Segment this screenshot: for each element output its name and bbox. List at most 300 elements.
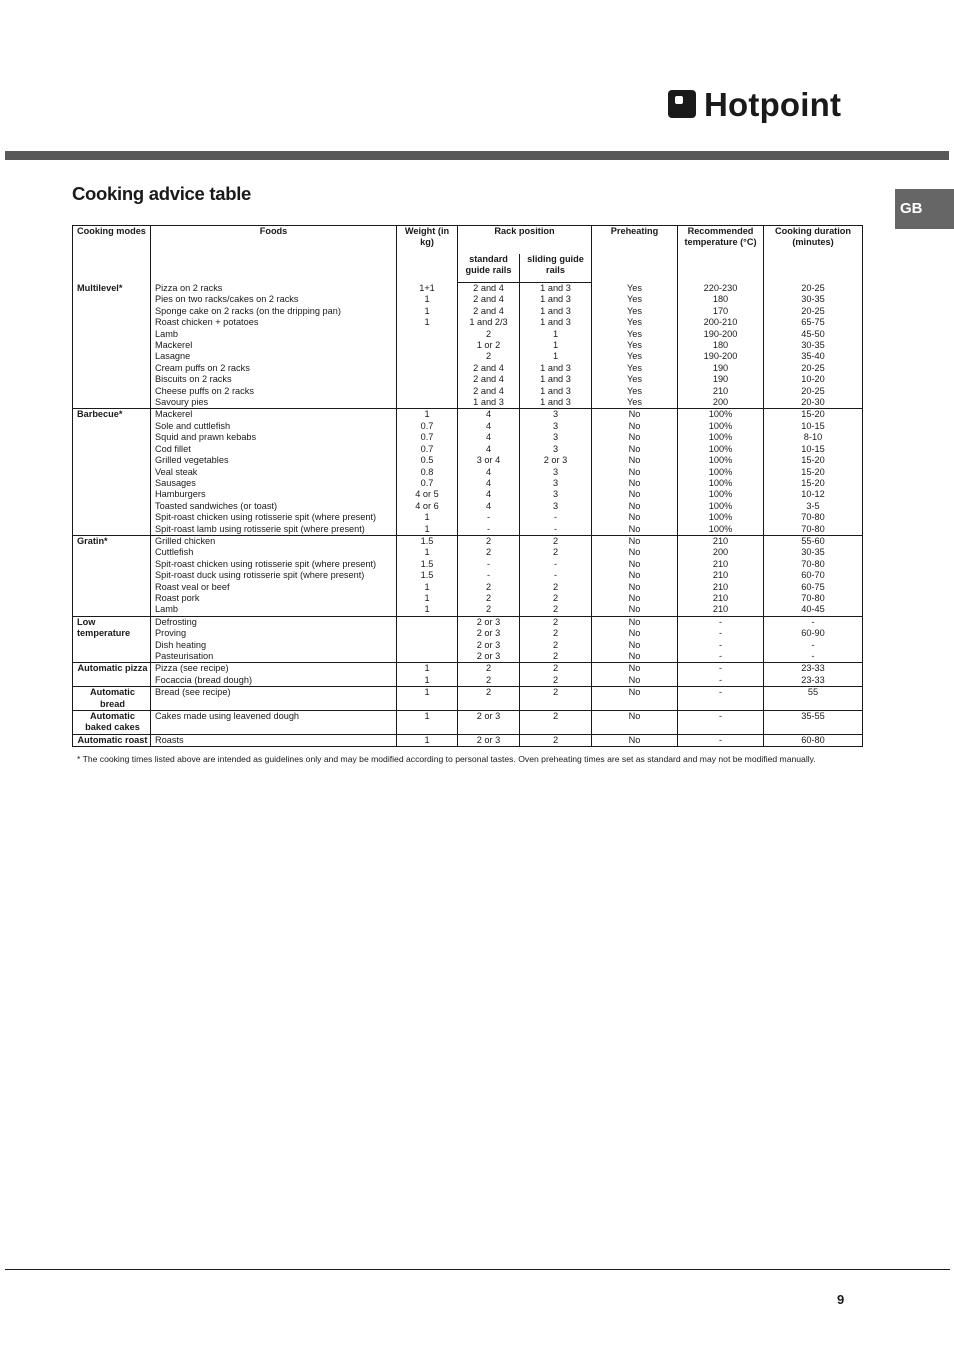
weight-cell: 1	[397, 409, 458, 421]
rack-sliding-cell: 1 and 3	[520, 294, 592, 305]
language-tab: GB	[895, 189, 954, 229]
rack-sliding-cell: 2	[520, 535, 592, 547]
rack-sliding-cell: 3	[520, 432, 592, 443]
preheating-cell: No	[592, 628, 678, 639]
temperature-cell: 100%	[678, 444, 764, 455]
duration-cell: 60-75	[764, 582, 863, 593]
weight-cell: 1	[397, 524, 458, 536]
weight-cell: 1	[397, 317, 458, 328]
preheating-cell: Yes	[592, 317, 678, 328]
temperature-cell: 200	[678, 547, 764, 558]
rack-standard-cell: 2 and 4	[458, 283, 520, 295]
rack-standard-cell: -	[458, 570, 520, 581]
temperature-cell: 190-200	[678, 351, 764, 362]
rack-standard-cell: 2	[458, 329, 520, 340]
duration-cell: 20-25	[764, 386, 863, 397]
food-cell: Defrosting	[151, 616, 397, 628]
duration-cell: 3-5	[764, 501, 863, 512]
duration-cell: 20-25	[764, 283, 863, 295]
preheating-cell: Yes	[592, 306, 678, 317]
temperature-cell: 100%	[678, 455, 764, 466]
hotpoint-logo-icon	[668, 90, 696, 118]
preheating-cell: No	[592, 675, 678, 687]
weight-cell: 0.7	[397, 478, 458, 489]
duration-cell: 20-30	[764, 397, 863, 409]
rack-standard-cell: 4	[458, 501, 520, 512]
rack-sliding-cell: 2	[520, 593, 592, 604]
rack-sliding-cell: 1	[520, 329, 592, 340]
preheating-cell: No	[592, 711, 678, 735]
table-row	[73, 640, 863, 651]
food-cell: Lasagne	[151, 351, 397, 362]
weight-cell: 1	[397, 512, 458, 523]
food-cell: Pies on two racks/cakes on 2 racks	[151, 294, 397, 305]
header-duration: Cooking duration (minutes)	[764, 226, 863, 283]
table-row	[73, 711, 863, 735]
duration-cell: 8-10	[764, 432, 863, 443]
table-row	[73, 547, 863, 558]
temperature-cell: 100%	[678, 432, 764, 443]
table-row	[73, 582, 863, 593]
table-row	[73, 675, 863, 687]
rack-sliding-cell: 2	[520, 582, 592, 593]
temperature-cell: 190	[678, 374, 764, 385]
weight-cell	[397, 628, 458, 639]
rack-standard-cell: 2 or 3	[458, 616, 520, 628]
rack-sliding-cell: 1 and 3	[520, 386, 592, 397]
cooking-mode-cell: Automatic baked cakes	[73, 711, 151, 735]
rack-sliding-cell: 1 and 3	[520, 363, 592, 374]
rack-standard-cell: 4	[458, 444, 520, 455]
food-cell: Pizza on 2 racks	[151, 283, 397, 295]
rack-standard-cell: 2 and 4	[458, 374, 520, 385]
weight-cell	[397, 329, 458, 340]
preheating-cell: No	[592, 640, 678, 651]
table-row	[73, 397, 863, 409]
duration-cell: 20-25	[764, 363, 863, 374]
rack-standard-cell: 2	[458, 593, 520, 604]
food-cell: Squid and prawn kebabs	[151, 432, 397, 443]
header-standard-guide-rails: standard guide rails	[458, 254, 520, 283]
duration-cell: 35-55	[764, 711, 863, 735]
table-row	[73, 559, 863, 570]
temperature-cell: 180	[678, 340, 764, 351]
temperature-cell: 170	[678, 306, 764, 317]
rack-sliding-cell: 2 or 3	[520, 455, 592, 466]
table-row	[73, 421, 863, 432]
temperature-cell: 100%	[678, 489, 764, 500]
preheating-cell: Yes	[592, 386, 678, 397]
duration-cell: -	[764, 640, 863, 651]
temperature-cell: 100%	[678, 409, 764, 421]
header-sliding-guide-rails: sliding guide rails	[520, 254, 592, 283]
rack-standard-cell: 4	[458, 409, 520, 421]
preheating-cell: No	[592, 734, 678, 746]
food-cell: Roast pork	[151, 593, 397, 604]
rack-sliding-cell: 1	[520, 351, 592, 362]
duration-cell: 65-75	[764, 317, 863, 328]
weight-cell: 1+1	[397, 283, 458, 295]
food-cell: Dish heating	[151, 640, 397, 651]
duration-cell: 60-80	[764, 734, 863, 746]
table-row	[73, 409, 863, 421]
temperature-cell: 100%	[678, 524, 764, 536]
table-row	[73, 524, 863, 536]
table-row	[73, 651, 863, 663]
table-row	[73, 386, 863, 397]
rack-standard-cell: -	[458, 512, 520, 523]
duration-cell: 55	[764, 687, 863, 711]
rack-sliding-cell: 1 and 3	[520, 306, 592, 317]
weight-cell: 0.7	[397, 421, 458, 432]
temperature-cell: 220-230	[678, 283, 764, 295]
preheating-cell: Yes	[592, 340, 678, 351]
temperature-cell: 210	[678, 559, 764, 570]
rack-sliding-cell: 3	[520, 501, 592, 512]
rack-standard-cell: 2 or 3	[458, 734, 520, 746]
weight-cell: 1	[397, 582, 458, 593]
temperature-cell: 210	[678, 604, 764, 616]
duration-cell: 23-33	[764, 675, 863, 687]
food-cell: Cakes made using leavened dough	[151, 711, 397, 735]
weight-cell: 1.5	[397, 570, 458, 581]
temperature-cell: 210	[678, 593, 764, 604]
temperature-cell: -	[678, 711, 764, 735]
table-row	[73, 628, 863, 639]
preheating-cell: No	[592, 570, 678, 581]
food-cell: Cream puffs on 2 racks	[151, 363, 397, 374]
temperature-cell: -	[678, 616, 764, 628]
preheating-cell: No	[592, 604, 678, 616]
rack-sliding-cell: 2	[520, 663, 592, 675]
table-row	[73, 351, 863, 362]
rack-standard-cell: 3 or 4	[458, 455, 520, 466]
preheating-cell: No	[592, 687, 678, 711]
table-row	[73, 432, 863, 443]
preheating-cell: No	[592, 651, 678, 663]
rack-standard-cell: 2 and 4	[458, 306, 520, 317]
temperature-cell: 210	[678, 535, 764, 547]
weight-cell	[397, 386, 458, 397]
rack-standard-cell: 2 or 3	[458, 711, 520, 735]
rack-standard-cell: 1 or 2	[458, 340, 520, 351]
rack-standard-cell: 4	[458, 432, 520, 443]
preheating-cell: Yes	[592, 351, 678, 362]
rack-sliding-cell: 2	[520, 628, 592, 639]
temperature-cell: 210	[678, 386, 764, 397]
duration-cell: -	[764, 651, 863, 663]
rack-sliding-cell: 3	[520, 421, 592, 432]
food-cell: Sponge cake on 2 racks (on the dripping pan)	[151, 306, 397, 317]
rack-sliding-cell: 3	[520, 467, 592, 478]
food-cell: Pasteurisation	[151, 651, 397, 663]
rack-sliding-cell: -	[520, 512, 592, 523]
temperature-cell: 180	[678, 294, 764, 305]
rack-sliding-cell: 2	[520, 651, 592, 663]
food-cell: Pizza (see recipe)	[151, 663, 397, 675]
rack-standard-cell: -	[458, 524, 520, 536]
food-cell: Roasts	[151, 734, 397, 746]
duration-cell: 30-35	[764, 547, 863, 558]
duration-cell: 70-80	[764, 593, 863, 604]
food-cell: Sausages	[151, 478, 397, 489]
preheating-cell: No	[592, 535, 678, 547]
weight-cell: 0.7	[397, 444, 458, 455]
preheating-cell: No	[592, 524, 678, 536]
food-cell: Mackerel	[151, 340, 397, 351]
temperature-cell: 190	[678, 363, 764, 374]
table-row	[73, 489, 863, 500]
temperature-cell: -	[678, 640, 764, 651]
rack-standard-cell: 4	[458, 467, 520, 478]
table-row	[73, 444, 863, 455]
rack-standard-cell: 2 or 3	[458, 628, 520, 639]
preheating-cell: No	[592, 501, 678, 512]
food-cell: Bread (see recipe)	[151, 687, 397, 711]
rack-standard-cell: 4	[458, 421, 520, 432]
temperature-cell: 200	[678, 397, 764, 409]
weight-cell: 4 or 5	[397, 489, 458, 500]
preheating-cell: No	[592, 455, 678, 466]
rack-sliding-cell: 2	[520, 711, 592, 735]
rack-standard-cell: 2	[458, 547, 520, 558]
table-row	[73, 593, 863, 604]
weight-cell	[397, 651, 458, 663]
rack-sliding-cell: 3	[520, 489, 592, 500]
rack-standard-cell: 1 and 2/3	[458, 317, 520, 328]
preheating-cell: No	[592, 421, 678, 432]
rack-sliding-cell: 3	[520, 444, 592, 455]
table-row	[73, 687, 863, 711]
rack-standard-cell: 2	[458, 604, 520, 616]
table-row	[73, 535, 863, 547]
table-row	[73, 467, 863, 478]
rack-sliding-cell: -	[520, 524, 592, 536]
temperature-cell: 210	[678, 570, 764, 581]
weight-cell: 1	[397, 593, 458, 604]
duration-cell: 30-35	[764, 340, 863, 351]
weight-cell: 1	[397, 711, 458, 735]
duration-cell: 10-15	[764, 421, 863, 432]
header-temperature: Recommended temperature (°C)	[678, 226, 764, 283]
page-title: Cooking advice table	[72, 183, 252, 204]
rack-sliding-cell: 2	[520, 547, 592, 558]
rack-sliding-cell: 1	[520, 340, 592, 351]
table-body	[73, 283, 863, 747]
duration-cell: 15-20	[764, 409, 863, 421]
temperature-cell: -	[678, 663, 764, 675]
rack-standard-cell: 2 or 3	[458, 651, 520, 663]
table-row	[73, 616, 863, 628]
rack-sliding-cell: 3	[520, 409, 592, 421]
preheating-cell: No	[592, 512, 678, 523]
table-row	[73, 306, 863, 317]
rack-standard-cell: 2	[458, 535, 520, 547]
preheating-cell: No	[592, 547, 678, 558]
weight-cell	[397, 616, 458, 628]
duration-cell: 15-20	[764, 478, 863, 489]
footnote: * The cooking times listed above are intended as guidelines only and may be modified according to personal tastes. Oven preheating times are set as standard and may not be modified manually.	[77, 754, 816, 764]
footer-rule	[5, 1269, 950, 1270]
table-row	[73, 374, 863, 385]
duration-cell: 30-35	[764, 294, 863, 305]
temperature-cell: 200-210	[678, 317, 764, 328]
header-divider-bar	[5, 151, 949, 160]
weight-cell	[397, 374, 458, 385]
rack-sliding-cell: 2	[520, 687, 592, 711]
rack-standard-cell: -	[458, 559, 520, 570]
preheating-cell: No	[592, 616, 678, 628]
weight-cell: 0.5	[397, 455, 458, 466]
header-weight: Weight (in kg)	[397, 226, 458, 283]
weight-cell: 1.5	[397, 535, 458, 547]
temperature-cell: 100%	[678, 478, 764, 489]
weight-cell: 4 or 6	[397, 501, 458, 512]
weight-cell	[397, 340, 458, 351]
header-preheating: Preheating	[592, 226, 678, 283]
table-row	[73, 604, 863, 616]
rack-standard-cell: 2 and 4	[458, 294, 520, 305]
cooking-mode-cell: Automatic roast	[73, 734, 151, 746]
rack-standard-cell: 2 and 4	[458, 363, 520, 374]
preheating-cell: No	[592, 432, 678, 443]
duration-cell: 23-33	[764, 663, 863, 675]
cooking-mode-cell: Multilevel*	[73, 283, 151, 409]
cooking-mode-cell: Low temperature	[73, 616, 151, 663]
cooking-mode-cell: Barbecue*	[73, 409, 151, 535]
preheating-cell: Yes	[592, 329, 678, 340]
rack-standard-cell: 2	[458, 351, 520, 362]
rack-standard-cell: 2 and 4	[458, 386, 520, 397]
rack-standard-cell: 2	[458, 582, 520, 593]
rack-sliding-cell: 2	[520, 734, 592, 746]
temperature-cell: 100%	[678, 467, 764, 478]
duration-cell: 60-90	[764, 628, 863, 639]
weight-cell: 1	[397, 687, 458, 711]
weight-cell: 1	[397, 663, 458, 675]
food-cell: Focaccia (bread dough)	[151, 675, 397, 687]
food-cell: Cuttlefish	[151, 547, 397, 558]
preheating-cell: Yes	[592, 397, 678, 409]
preheating-cell: No	[592, 478, 678, 489]
preheating-cell: Yes	[592, 283, 678, 295]
preheating-cell: No	[592, 559, 678, 570]
table-row	[73, 317, 863, 328]
rack-sliding-cell: -	[520, 570, 592, 581]
duration-cell: 45-50	[764, 329, 863, 340]
rack-standard-cell: 2 or 3	[458, 640, 520, 651]
weight-cell: 1	[397, 547, 458, 558]
header-rack-position: Rack position	[458, 226, 592, 255]
weight-cell: 1	[397, 294, 458, 305]
duration-cell: 70-80	[764, 524, 863, 536]
weight-cell: 0.7	[397, 432, 458, 443]
brand-name: Hotpoint	[704, 85, 842, 123]
table-row	[73, 340, 863, 351]
cooking-mode-cell: Automatic bread	[73, 687, 151, 711]
rack-sliding-cell: 2	[520, 616, 592, 628]
duration-cell: 10-15	[764, 444, 863, 455]
rack-standard-cell: 2	[458, 687, 520, 711]
preheating-cell: Yes	[592, 363, 678, 374]
preheating-cell: No	[592, 467, 678, 478]
food-cell: Savoury pies	[151, 397, 397, 409]
temperature-cell: 100%	[678, 501, 764, 512]
food-cell: Lamb	[151, 329, 397, 340]
hotpoint-logo	[668, 84, 841, 124]
table-row	[73, 512, 863, 523]
rack-standard-cell: 4	[458, 489, 520, 500]
preheating-cell: Yes	[592, 374, 678, 385]
duration-cell: 70-80	[764, 512, 863, 523]
duration-cell: 15-20	[764, 455, 863, 466]
food-cell: Roast veal or beef	[151, 582, 397, 593]
duration-cell: 70-80	[764, 559, 863, 570]
temperature-cell: -	[678, 687, 764, 711]
table-row	[73, 455, 863, 466]
food-cell: Grilled chicken	[151, 535, 397, 547]
food-cell: Grilled vegetables	[151, 455, 397, 466]
rack-sliding-cell: 2	[520, 640, 592, 651]
food-cell: Roast chicken + potatoes	[151, 317, 397, 328]
food-cell: Biscuits on 2 racks	[151, 374, 397, 385]
food-cell: Spit-roast chicken using rotisserie spit (where present)	[151, 559, 397, 570]
temperature-cell: 210	[678, 582, 764, 593]
duration-cell: 10-20	[764, 374, 863, 385]
cooking-advice-table	[72, 225, 863, 747]
weight-cell: 1	[397, 604, 458, 616]
food-cell: Spit-roast duck using rotisserie spit (where present)	[151, 570, 397, 581]
preheating-cell: No	[592, 409, 678, 421]
temperature-cell: -	[678, 675, 764, 687]
rack-standard-cell: 1 and 3	[458, 397, 520, 409]
table-row	[73, 478, 863, 489]
table-row	[73, 363, 863, 374]
weight-cell: 1.5	[397, 559, 458, 570]
table-row	[73, 734, 863, 746]
cooking-mode-cell: Gratin*	[73, 535, 151, 616]
rack-sliding-cell: 2	[520, 675, 592, 687]
temperature-cell: -	[678, 628, 764, 639]
temperature-cell: 100%	[678, 512, 764, 523]
table-row	[73, 329, 863, 340]
preheating-cell: No	[592, 489, 678, 500]
weight-cell	[397, 640, 458, 651]
rack-sliding-cell: 1 and 3	[520, 317, 592, 328]
table-row	[73, 501, 863, 512]
header-cooking-modes: Cooking modes	[73, 226, 151, 283]
rack-standard-cell: 4	[458, 478, 520, 489]
food-cell: Cod fillet	[151, 444, 397, 455]
rack-sliding-cell: 3	[520, 478, 592, 489]
food-cell: Proving	[151, 628, 397, 639]
duration-cell: 20-25	[764, 306, 863, 317]
food-cell: Veal steak	[151, 467, 397, 478]
duration-cell: 40-45	[764, 604, 863, 616]
weight-cell	[397, 363, 458, 374]
duration-cell: 60-70	[764, 570, 863, 581]
food-cell: Cheese puffs on 2 racks	[151, 386, 397, 397]
duration-cell: 55-60	[764, 535, 863, 547]
duration-cell: 15-20	[764, 467, 863, 478]
rack-sliding-cell: 1 and 3	[520, 374, 592, 385]
table-row	[73, 283, 863, 295]
food-cell: Toasted sandwiches (or toast)	[151, 501, 397, 512]
rack-standard-cell: 2	[458, 675, 520, 687]
rack-sliding-cell: 2	[520, 604, 592, 616]
table-row	[73, 294, 863, 305]
temperature-cell: 100%	[678, 421, 764, 432]
